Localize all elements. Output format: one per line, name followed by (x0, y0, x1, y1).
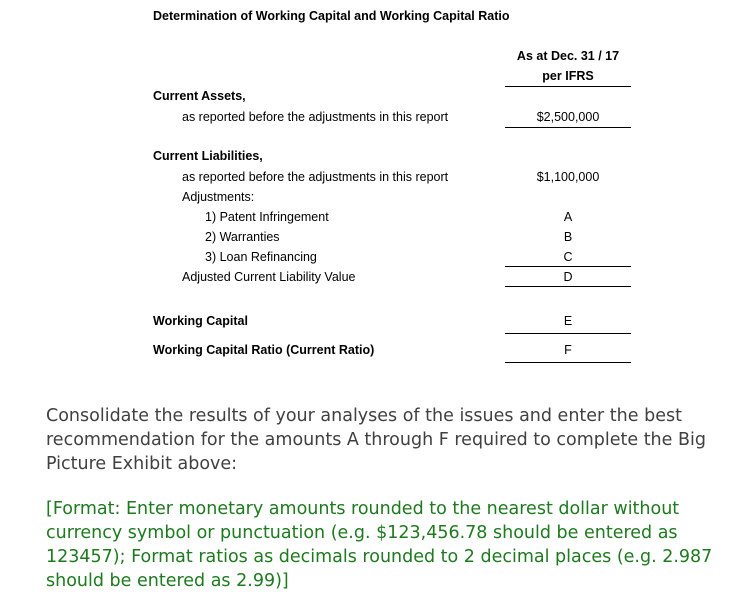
header-underline (505, 86, 631, 87)
adjustment-warranties-label: 2) Warranties (205, 230, 280, 244)
working-capital-ratio-value: F (564, 343, 572, 357)
format-instructions: [Format: Enter monetary amounts rounded to the nearest dollar without currency symbol or punctuation (e.g. $123,456.78 should be entered as 123457); Format ratios as decimals rounded to 2 decimal places (e.g. 2.987 should be entered as 2.99)] (46, 499, 713, 591)
adjusted-liability-underline (505, 286, 631, 287)
adjustment-patent-value: A (563, 210, 573, 224)
current-assets-value: $2,500,000 (536, 110, 600, 124)
current-assets-underline (505, 127, 631, 128)
current-liabilities-label: Current Liabilities, (153, 149, 263, 163)
working-capital-ratio-underline (505, 362, 631, 363)
adjusted-liability-value: D (563, 270, 573, 284)
current-liabilities-sub: as reported before the adjustments in this report (182, 170, 449, 184)
column-header-basis: per IFRS (542, 69, 594, 83)
adjusted-liability-label: Adjusted Current Liability Value (182, 270, 356, 284)
current-assets-sub: as reported before the adjustments in this report (182, 110, 449, 124)
working-capital-value: E (563, 314, 573, 328)
adjustment-loan-value: C (563, 250, 573, 264)
adjustments-underline (505, 266, 631, 267)
adjustments-label: Adjustments: (182, 190, 255, 204)
working-capital-ratio-label: Working Capital Ratio (Current Ratio) (153, 343, 375, 357)
question-text: Consolidate the results of your analyses of the issues and enter the best recommendation for the amounts A through F required to complete the Big Picture Exhibit above: (46, 406, 706, 474)
adjustment-patent-label: 1) Patent Infringement (205, 210, 329, 224)
exhibit-title: Determination of Working Capital and Working Capital Ratio (153, 9, 510, 23)
working-capital-label: Working Capital (153, 314, 248, 328)
adjustment-loan-label: 3) Loan Refinancing (205, 250, 317, 264)
column-header-date: As at Dec. 31 / 17 (516, 49, 620, 63)
current-liabilities-value: $1,100,000 (536, 170, 600, 184)
current-assets-label: Current Assets, (153, 89, 246, 103)
working-capital-underline (505, 333, 631, 334)
adjustment-warranties-value: B (563, 230, 573, 244)
